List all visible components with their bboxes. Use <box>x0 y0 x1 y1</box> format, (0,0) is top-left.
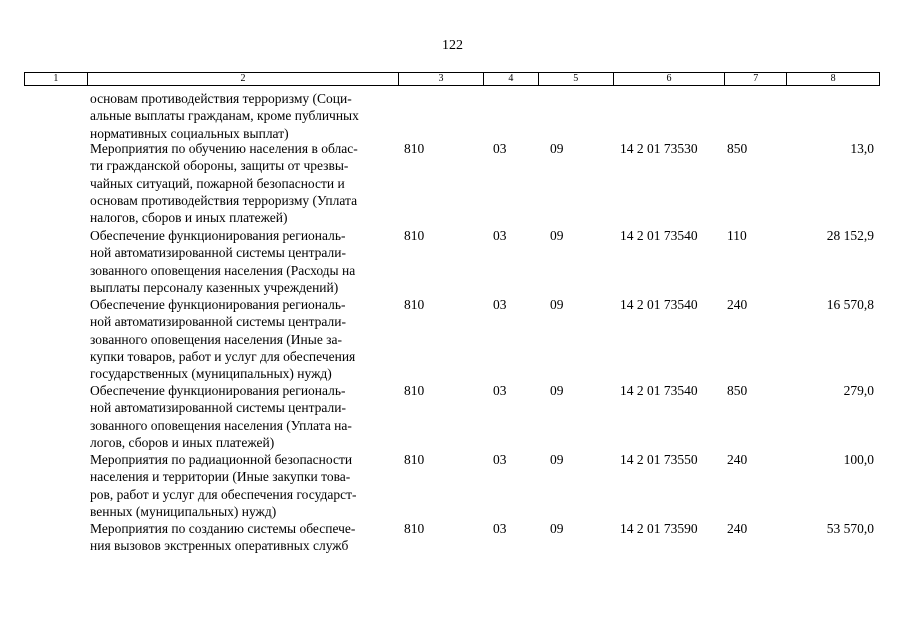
description-line: населения и территории (Иные закупки това- <box>90 469 351 485</box>
description-line: Мероприятия по обучению населения в облас- <box>90 141 358 156</box>
description-line: Обеспечение функционирования региональ- <box>90 383 346 398</box>
description-line: зованного оповещения населения (Расходы на <box>90 262 356 278</box>
description-line: выплаты персоналу казенных учреждений) <box>90 279 339 295</box>
cell-amount: 53 570,0 <box>826 521 874 536</box>
cell-section: 03 <box>493 452 507 467</box>
header-col-2: 2 <box>87 73 398 85</box>
cell-amount: 16 570,8 <box>826 297 874 312</box>
description-line: нормативных социальных выплат) <box>90 125 289 141</box>
description-line: альные выплаты гражданам, кроме публичных <box>90 108 359 124</box>
cell-subsection: 09 <box>550 228 564 243</box>
cell-amount: 13,0 <box>850 141 874 156</box>
description-line: государственных (муниципальных) нужд) <box>90 366 332 382</box>
header-col-8: 8 <box>786 73 879 85</box>
table-row <box>24 296 880 382</box>
header-col-4: 4 <box>483 73 538 85</box>
cell-grbs: 810 <box>404 452 425 467</box>
description-line: Мероприятия по радиационной безопасности <box>90 452 353 467</box>
description-line: Обеспечение функционирования региональ- <box>90 228 346 243</box>
description-line: основам противодействия терроризму (Уплата <box>90 192 358 208</box>
description-line: ров, работ и услуг для обеспечения государст- <box>90 486 357 502</box>
table-row <box>24 90 880 142</box>
table-row <box>24 140 880 226</box>
cell-expense-type: 110 <box>727 228 747 243</box>
cell-expense-type: 240 <box>727 452 748 467</box>
cell-grbs: 810 <box>404 141 425 156</box>
cell-subsection: 09 <box>550 452 564 467</box>
row-description <box>90 382 396 451</box>
cell-grbs: 810 <box>404 297 425 312</box>
header-col-6: 6 <box>613 73 725 85</box>
cell-target-article: 14 2 01 73540 <box>620 383 698 398</box>
header-col-3: 3 <box>398 73 483 85</box>
description-line: налогов, сборов и иных платежей) <box>90 210 288 226</box>
row-description <box>90 296 396 382</box>
cell-grbs: 810 <box>404 521 425 536</box>
cell-amount: 279,0 <box>843 383 874 398</box>
cell-target-article: 14 2 01 73540 <box>620 297 698 312</box>
cell-section: 03 <box>493 521 507 536</box>
row-description <box>90 520 396 555</box>
cell-section: 03 <box>493 228 507 243</box>
table-row <box>24 520 880 555</box>
row-description <box>90 90 396 142</box>
description-line: зованного оповещения населения (Уплата на- <box>90 417 352 433</box>
cell-section: 03 <box>493 141 507 156</box>
cell-subsection: 09 <box>550 141 564 156</box>
cell-section: 03 <box>493 383 507 398</box>
cell-target-article: 14 2 01 73590 <box>620 521 698 536</box>
description-line: ной автоматизированной системы централи- <box>90 245 346 261</box>
description-line: Обеспечение функционирования региональ- <box>90 297 346 312</box>
description-line: Мероприятия по созданию системы обеспече- <box>90 521 356 536</box>
description-line: логов, сборов и иных платежей) <box>90 434 275 450</box>
cell-expense-type: 850 <box>727 141 748 156</box>
description-line: чайных ситуаций, пожарной безопасности и <box>90 175 345 191</box>
cell-target-article: 14 2 01 73530 <box>620 141 698 156</box>
row-description <box>90 451 396 520</box>
cell-expense-type: 240 <box>727 297 748 312</box>
cell-grbs: 810 <box>404 228 425 243</box>
cell-target-article: 14 2 01 73540 <box>620 228 698 243</box>
cell-section: 03 <box>493 297 507 312</box>
header-col-1: 1 <box>53 73 59 84</box>
description-line: зованного оповещения населения (Иные за- <box>90 331 343 347</box>
description-line: ной автоматизированной системы централи- <box>90 314 346 330</box>
table-row <box>24 451 880 520</box>
table-row <box>24 227 880 296</box>
table-row <box>24 382 880 451</box>
cell-amount: 28 152,9 <box>826 228 874 243</box>
description-line: основам противодействия терроризму (Соци- <box>90 91 352 106</box>
cell-expense-type: 850 <box>727 383 748 398</box>
cell-expense-type: 240 <box>727 521 748 536</box>
description-line: венных (муниципальных) нужд) <box>90 503 277 519</box>
description-line: купки товаров, работ и услуг для обеспечения <box>90 348 356 364</box>
header-col-7: 7 <box>724 73 786 85</box>
cell-subsection: 09 <box>550 521 564 536</box>
cell-target-article: 14 2 01 73550 <box>620 452 698 467</box>
cell-amount: 100,0 <box>843 452 874 467</box>
cell-grbs: 810 <box>404 383 425 398</box>
header-col-5: 5 <box>538 73 613 85</box>
cell-subsection: 09 <box>550 297 564 312</box>
page-number: 122 <box>442 38 463 53</box>
description-line: ной автоматизированной системы централи- <box>90 400 346 416</box>
table-header <box>24 72 880 86</box>
row-description <box>90 140 396 226</box>
row-description <box>90 227 396 296</box>
cell-subsection: 09 <box>550 383 564 398</box>
description-line: ния вызовов экстренных оперативных служб <box>90 538 349 554</box>
description-line: ти гражданской обороны, защиты от чрезвы- <box>90 158 349 174</box>
